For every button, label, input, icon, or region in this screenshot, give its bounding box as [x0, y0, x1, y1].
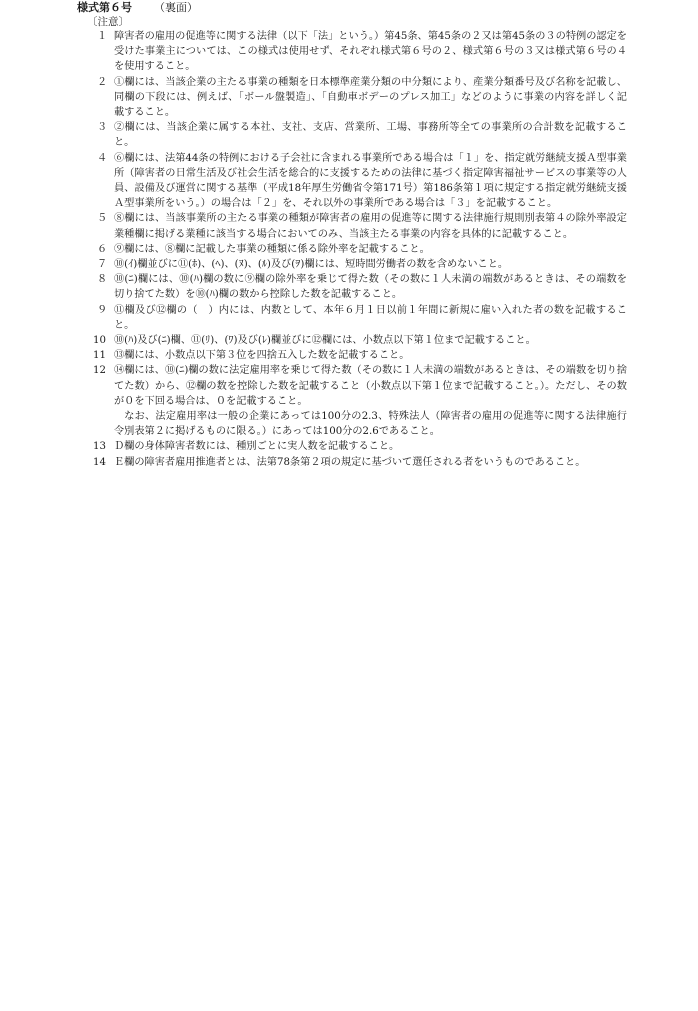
note-text: ⑩(ﾊ)及び(ﾆ)欄、⑪(ﾘ)、(ﾜ)及び(ﾚ)欄並びに⑫欄には、小数点以下第１位まで記載すること。 — [114, 335, 536, 347]
note-text: ⑭欄には、⑩(ﾆ)欄の数に法定雇用率を乗じて得た数（その数に１人未満の端数があるときは、その端数を切り捨てた数）から、⑫欄の数を控除した数を記載すること（小数点以下第１位まで記載すること。）。ただし、その数が０を下回る場合は、０を記載すること。 — [114, 365, 627, 407]
note-item — [97, 272, 627, 302]
form-side-label: （裏面） — [154, 1, 198, 14]
note-text: ①欄には、当該企業の主たる事業の種類を日本標準産業分類の中分類により、産業分類番号及び名称を記載し、同欄の下段には、例えば、「ボール盤製造」、「自動車ボデーのプレス加工」などのように事業の内容を詳しく記載すること。 — [114, 76, 627, 119]
note-item — [93, 333, 627, 348]
note-number: ７ — [97, 259, 108, 271]
note-item — [97, 75, 627, 121]
note-text: ⑩(ﾆ)欄には、⑩(ﾊ)欄の数に⑨欄の除外率を乗じて得た数（その数に１人未満の端数があるときは、その端数を切り捨てた数）を⑩(ﾊ)欄の数から控除した数を記載すること。 — [114, 274, 627, 301]
notes-list — [93, 29, 627, 470]
note-text: Ｅ欄の障害者雇用推進者とは、法第78条第２項の規定に基づいて選任される者をいうものであること。 — [114, 456, 586, 468]
note-item — [93, 348, 627, 363]
note-item — [93, 363, 627, 439]
note-number: １ — [97, 31, 108, 42]
note-number: ６ — [97, 243, 108, 255]
note-number: ９ — [97, 304, 108, 316]
note-text: Ｄ欄の身体障害者数には、種別ごとに実人数を記載すること。 — [114, 441, 400, 453]
note-item — [97, 29, 627, 75]
note-text: ⑥欄には、法第44条の特例における子会社に含まれる事業所である場合は「１」を、指定就労継続支援Ａ型事業所（障害者の日常生活及び社会生活を総合的に支援するための法律に基づく指定障害福祉サービスの事業等の人員、設備及び運営に関する基準（平成18年厚生労働省令第171号）第186条第１項に規定する指定就労継続支援Ａ型事業所をいう。）の場合は「２」を、それ以外の事業所である場合は「３」を記載すること。 — [114, 152, 627, 210]
note-number: 12 — [93, 365, 106, 377]
note-item — [97, 257, 627, 272]
note-text: ⑪欄及び⑫欄の（ ）内には、内数として、本年６月１日以前１年間に新規に雇い入れた者の数を記載すること。 — [114, 304, 627, 331]
note-number: ３ — [97, 122, 108, 134]
note-number: 10 — [93, 335, 106, 347]
form-title: 様式第６号 — [77, 1, 132, 14]
note-item — [93, 455, 627, 470]
note-subtext: なお、法定雇用率は一般の企業にあっては100分の2.3、特殊法人（障害者の雇用の促進等に関する法律施行令別表第２に掲げるものに限る。）にあっては100分の2.6であること。 — [114, 411, 627, 438]
note-item — [97, 211, 627, 241]
note-number: ４ — [97, 152, 108, 164]
note-text: ②欄には、当該企業に属する本社、支社、支店、営業所、工場、事務所等全ての事業所の合計数を記載すること。 — [114, 122, 627, 149]
note-item — [97, 303, 627, 333]
note-item — [93, 439, 627, 454]
note-text: ⑧欄には、当該事業所の主たる事業の種類が障害者の雇用の促進等に関する法律施行規則別表第４の除外率設定業種欄に掲げる業種に該当する場合においてのみ、当該主たる事業の内容を具体的に記載すること。 — [114, 213, 627, 240]
note-number: ５ — [97, 213, 108, 225]
note-number: 14 — [93, 456, 106, 468]
notes-heading: 〔注意〕 — [87, 16, 129, 28]
note-item — [97, 151, 627, 212]
note-item — [97, 242, 627, 257]
note-text: 障害者の雇用の促進等に関する法律（以下「法」という。）第45条、第45条の２又は第45条の３の特例の認定を受けた事業主については、この様式は使用せず、それぞれ様式第６号の２、様式第６号の３又は様式第６号の４を使用すること。 — [114, 31, 627, 73]
note-number: 11 — [93, 350, 106, 362]
note-number: ２ — [97, 76, 108, 88]
note-text: ⑨欄には、⑧欄に記載した事業の種類に係る除外率を記載すること。 — [114, 243, 430, 255]
form-header — [77, 1, 198, 15]
note-number: ８ — [97, 274, 108, 286]
note-text: ⑩(ｲ)欄並びに⑪(ﾎ)、(ﾍ)、(ﾇ)、(ﾙ)及び(ｦ)欄には、短時間労働者の数を含めないこと。 — [114, 259, 509, 271]
note-number: 13 — [93, 441, 106, 453]
note-item — [97, 120, 627, 150]
note-text: ⑬欄には、小数点以下第３位を四捨五入した数を記載すること。 — [114, 350, 410, 362]
